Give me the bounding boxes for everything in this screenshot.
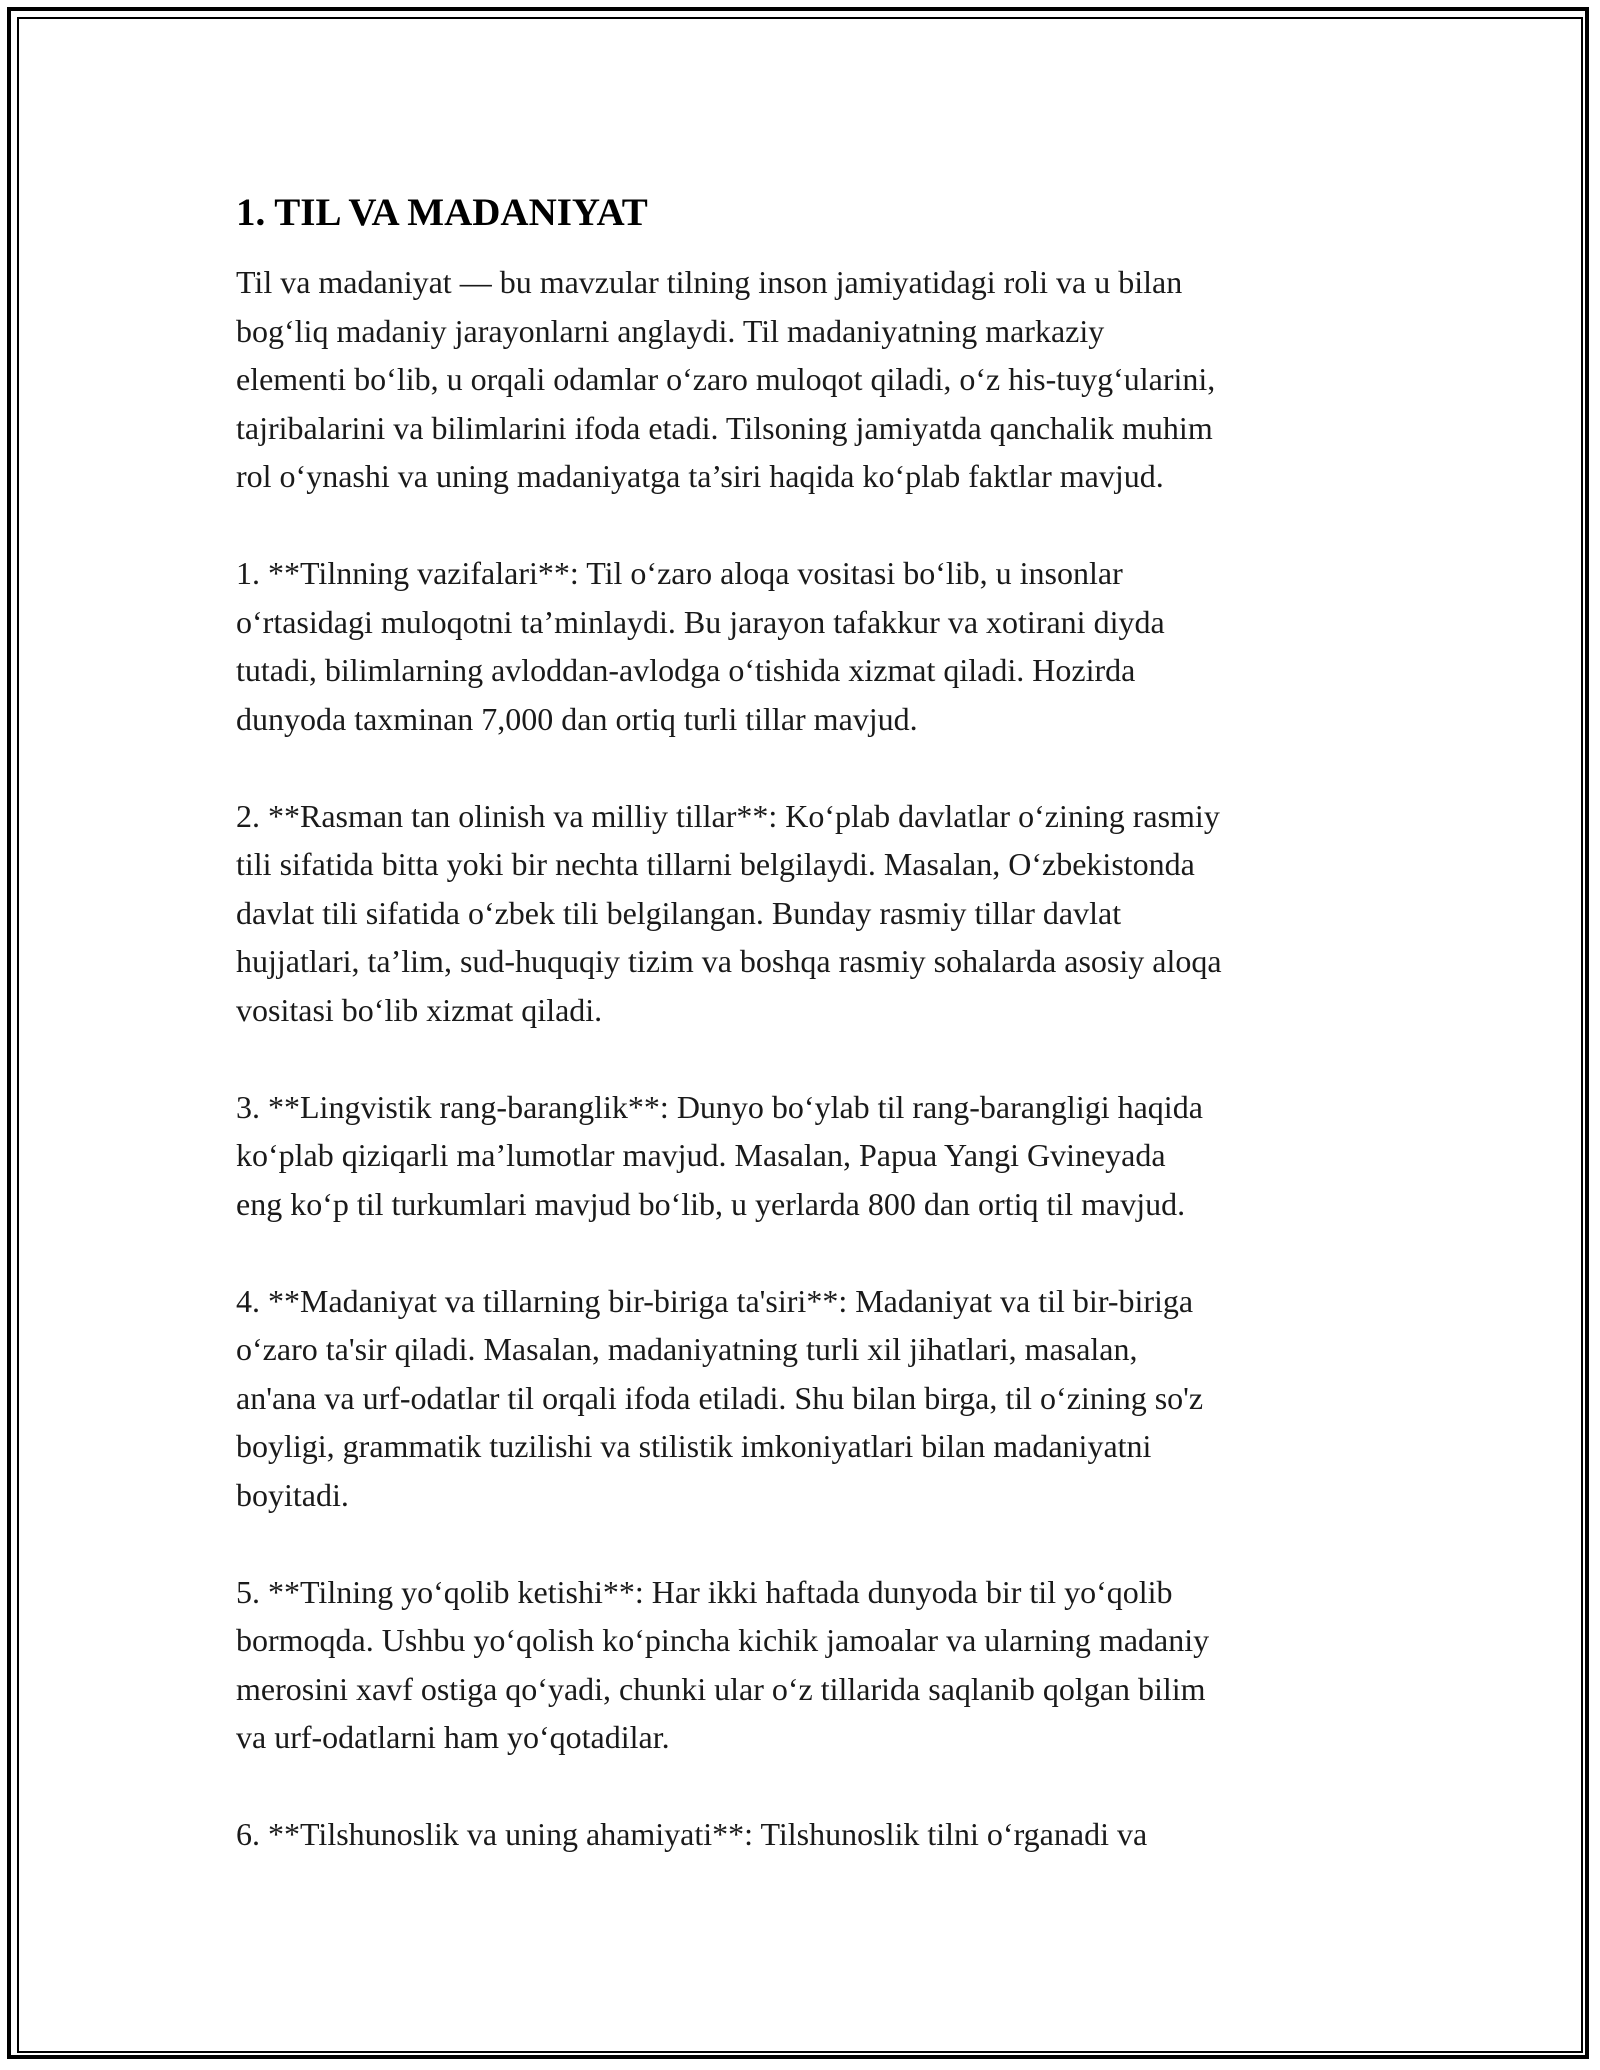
paragraph-item-4: 4. **Madaniyat va tillarning bir-biriga ta'siri**: Madaniyat va til bir-biriga o‘zaro ta'sir qiladi. Masalan, madaniyatning turli xil jihatlari, masalan, an'ana va urf-odatlar til orqali ifoda etiladi. Shu bilan birga, til o‘zining so'z boyligi, grammatik tuzilishi va stilistik imkoniyatlari bilan madaniyatni boyitadi. xyxy=(236,1282,1204,1513)
document-body xyxy=(236,188,1376,1859)
paragraph-intro: Til va madaniyat — bu mavzular tilning inson jamiyatidagi roli va u bilan bog‘liq madaniy jarayonlarni anglaydi. Til madaniyatning markaziy elementi bo‘lib, u orqali odamlar o‘zaro muloqot qiladi, o‘z his-tuyg‘ularini, tajribalarini va bilimlarini ifoda etadi. Tilsoning jamiyatda qanchalik muhim rol o‘ynashi va uning madaniyatga ta’siri haqida ko‘plab faktlar mavjud. xyxy=(236,264,1216,494)
paragraph-item-5: 5. **Tilning yo‘qolib ketishi**: Har ikki haftada dunyoda bir til yo‘qolib bormoqda. Ushbu yo‘qolish ko‘pincha kichik jamoalar va ularning madaniy merosini xavf ostiga qo‘yadi, chunki ular o‘z tillarida saqlanib qolgan bilim va urf-odatlarni ham yo‘qotadilar. xyxy=(236,1573,1210,1755)
paragraph-item-1: 1. **Tilnning vazifalari**: Til o‘zaro aloqa vositasi bo‘lib, u insonlar o‘rtasidagi muloqotni ta’minlaydi. Bu jarayon tafakkur va xotirani diyda tutadi, bilimlarning avloddan-avlodga o‘tishida xizmat qiladi. Hozirda dunyoda taxminan 7,000 dan ortiq turli tillar mavjud. xyxy=(236,555,1165,737)
paragraph-item-6: 6. **Tilshunoslik va uning ahamiyati**: Tilshunoslik tilni o‘rganadi va xyxy=(236,1816,1148,1852)
document-title: 1. TIL VA MADANIYAT xyxy=(236,191,648,234)
paragraph-item-2: 2. **Rasman tan olinish va milliy tillar**: Ko‘plab davlatlar o‘zining rasmiy tili sifatida bitta yoki bir nechta tillarni belgilaydi. Masalan, O‘zbekistonda davlat tili sifatida o‘zbek tili belgilangan. Bunday rasmiy tillar davlat hujjatlari, ta’lim, sud-huquqiy tizim va boshqa rasmiy sohalarda asosiy aloqa vositasi bo‘lib xizmat qiladi. xyxy=(236,797,1222,1028)
paragraph-item-3: 3. **Lingvistik rang-baranglik**: Dunyo bo‘ylab til rang-barangligi haqida ko‘plab qiziqarli ma’lumotlar mavjud. Masalan, Papua Yangi Gvineyada eng ko‘p til turkumlari mavjud bo‘lib, u yerlarda 800 dan ortiq til mavjud. xyxy=(236,1088,1203,1222)
